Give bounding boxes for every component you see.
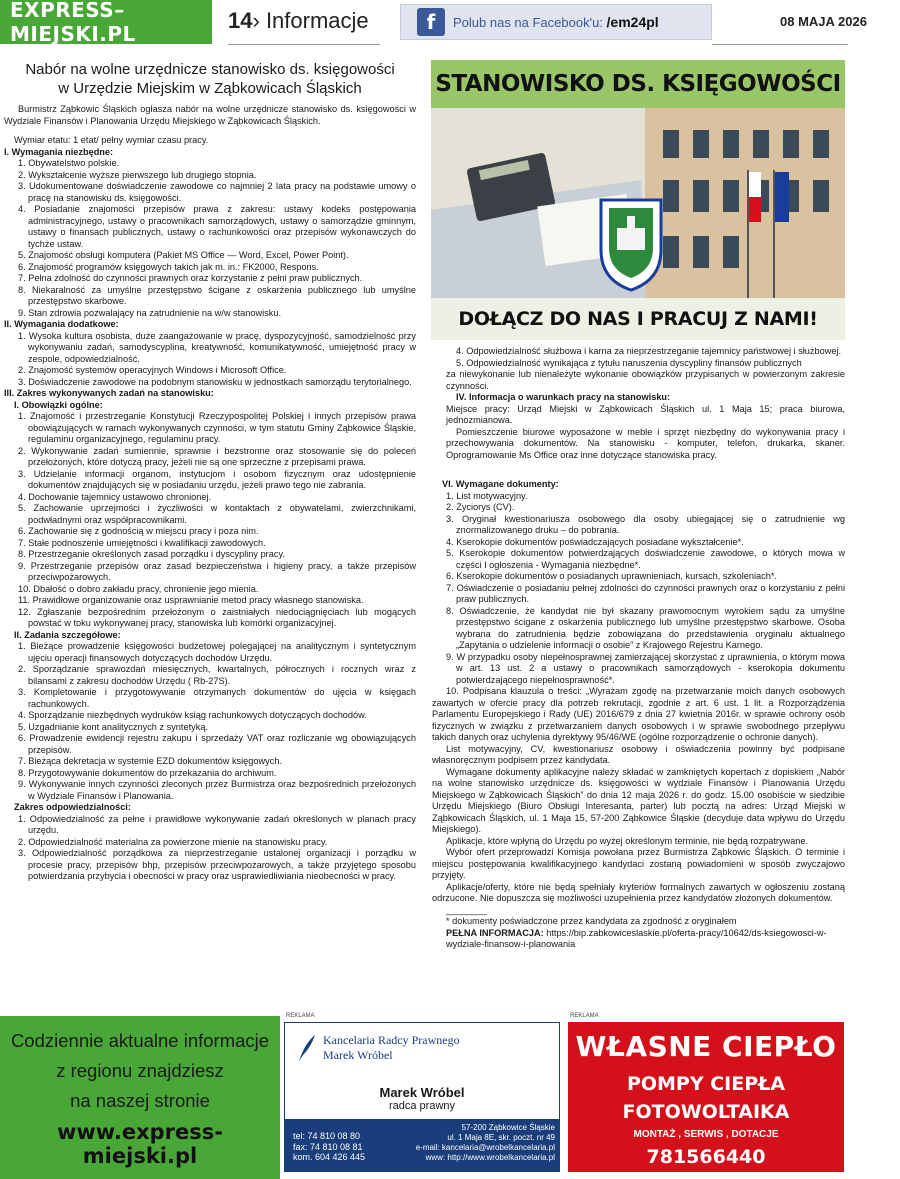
subsection-heading: I. Obowiązki ogólne: — [14, 399, 103, 410]
contact-line: www: http://www.wrobelkancelaria.pl — [425, 1153, 555, 1162]
list-item: 5. Uzgadnianie kont analitycznych z syntetyką. — [18, 721, 208, 732]
lawyer-name: Marek Wróbel — [379, 1085, 465, 1100]
list-item: 2. Wykonywanie zadań sumiennie, sprawnie i bezstronne oraz stosowanie się do poleceń przełożonych, które dotyczą pracy, jeżeli nie są one sprzeczne z przepisami prawa. — [18, 445, 416, 467]
list-item: 12. Zgłaszanie bezpośrednim przełożonym o zaistniałych niedociągnięciach lub mogących powstać w toku wykonywanej pracy, stanowiska lub komórki organizacyjnej. — [18, 606, 416, 628]
divider — [712, 44, 848, 45]
list-item: 7. Stałe podnoszenie umiejętności i kwalifikacji zawodowych. — [18, 537, 266, 548]
list-item: 1. Znajomość i przestrzeganie Konstytucji Rzeczypospolitej Polskiej i innych przepisów prawa obowiązujących w ramach wykonywanych czynności, w tym statutu Gminy Ząbkowice Śląskie, regulaminu organizacyjnego, regulaminu pracy. — [18, 411, 416, 444]
article-image — [431, 60, 845, 340]
ad-url[interactable]: www.express-miejski.pl — [57, 1120, 223, 1168]
section-heading: VI. Wymagane dokumenty: — [442, 479, 559, 489]
full-info-link[interactable]: https://bip.zabkowiceslaskie.pl/oferta-pracy/10642/ds-ksiegowosci-w-wydziale-finansow-i-planowania — [446, 927, 827, 949]
facebook-handle: /em24pl — [606, 14, 659, 30]
list-item: 2. Odpowiedzialność materialna za powierzone mienie na stanowisku pracy. — [18, 836, 328, 847]
list-item: 2. Życiorys (CV). — [446, 502, 515, 512]
ad-headline: WŁASNE CIEPŁO — [575, 1030, 837, 1063]
paragraph: Aplikacje, które wpłyną do Urzędu po wyżej określonym terminie, nie będą rozpatrywane. — [446, 835, 809, 846]
chevron-right-icon: › — [252, 8, 260, 33]
heat-pump-ad[interactable] — [568, 1022, 844, 1172]
image-banner-bottom — [431, 298, 845, 340]
brand-text: EXPRESS–MIEJSKI.PL — [10, 0, 136, 46]
section-name: Informacje — [265, 8, 369, 33]
list-item: 4. Dochowanie tajemnicy ustawowo chronionej. — [18, 491, 212, 502]
list-item: 9. Stan zdrowia pozwalający na zatrudnienie na w/w stanowisku. — [18, 307, 282, 318]
facebook-icon: f — [417, 8, 445, 36]
section-heading: I. Wymagania niezbędne: — [4, 146, 114, 157]
paragraph: List motywacyjny, CV, kwestionariusz osobowy i oświadczenia powinny być podpisane własnoręcznym podpisem przez kandydata. — [432, 743, 845, 765]
list-item: 1. Odpowiedzialność za pełne i prawidłowe wykonywanie zadań określonych w planach pracy urzędu. — [18, 813, 416, 835]
list-item: 3. Oryginał kwestionariusza osobowego dla osoby ubiegającej się o zatrudnienie wg znormalizowanego druku – do pobrania. — [446, 513, 845, 535]
list-item: 4. Odpowiedzialność służbowa i karna za nieprzestrzeganie tajemnicy państwowej i służbowej. — [456, 346, 842, 356]
intro-paragraph: Burmistrz Ząbkowic Śląskich ogłasza nabór na wolne urzędnicze stanowisko ds. księgowości w Wydziale Finansów i Planowania Urzędu Miejskiego w Ząbkowicach Śląskich. — [4, 104, 416, 126]
list-item-continuation: za niewykonanie lub nienależyte wykonanie obowiązków przypisanych w powierzonym zakresie czynności. — [446, 369, 845, 391]
list-item: 6. Kserokopie dokumentów o posiadanych uprawnieniach, kursach, szkoleniach*. — [446, 571, 777, 581]
article-title — [4, 60, 416, 98]
list-item: 9. W przypadku osoby niepełnosprawnej zamierzającej skorzystać z uprawnienia, o którym mowa w art. 13 ust. 2 a ustawy o pracownikach samorządowych - kserokopia dokumentu potwierdzającego niepełnosprawność*. — [446, 651, 845, 685]
list-item: 2. Sporządzanie sprawozdań miesięcznych, kwartalnych, półrocznych i rocznych wraz z bilansami z zakresu dochodów Urzędu ( Rb-27S). — [18, 664, 416, 686]
list-item: 5. Zachowanie uprzejmości i życzliwości w kontaktach z obywatelami, zwierzchnikami, podwładnymi oraz współpracownikami. — [18, 503, 416, 525]
contact-line: fax: 74 810 08 81 — [293, 1141, 363, 1152]
ad-phone[interactable]: 781566440 — [646, 1146, 766, 1168]
list-item: 11. Prawidłowe organizowanie oraz usprawnianie metod pracy własnego stanowiska. — [18, 595, 364, 605]
ad-line: z regionu znajdziesz — [56, 1060, 224, 1081]
list-item: 1. List motywacyjny. — [446, 490, 528, 501]
ad-line: na naszej stronie — [70, 1090, 210, 1111]
list-item: 3. Udokumentowane doświadczenie zawodowe co najmniej 2 lata pracy na podstawie umowy o pracę na stanowisku ds. księgowości. — [18, 181, 416, 203]
list-item: 8. Przestrzeganie określonych zasad porządku i dyscypliny pracy. — [18, 549, 285, 559]
facebook-text: Polub nas na Facebook'u: — [453, 15, 603, 30]
logo-line: Kancelaria Radcy Prawnego — [323, 1033, 460, 1047]
list-item: 4. Kserokopie dokumentów poświadczających posiadane wykształcenie*. — [446, 536, 744, 547]
list-item: 8. Niekaralność za umyślne przestępstwo ścigane z oskarżenia publicznego lub umyślne przestępstwo skarbowe. — [18, 284, 416, 306]
contact-line: kom. 604 426 445 — [293, 1152, 366, 1162]
list-item: 4. Sporządzanie niezbędnych wydruków ksiąg rachunkowych dotyczących dochodów. — [18, 710, 367, 720]
ad-line: Codziennie aktualne informacje — [10, 1030, 270, 1051]
full-info-label: PEŁNA INFORMACJA: — [446, 927, 544, 938]
list-item: 5. Znajomość obsługi komputera (Pakiet MS Office — Word, Excel, Power Point). — [18, 250, 349, 260]
divider — [228, 44, 380, 45]
list-item: 3. Odpowiedzialność porządkowa za nieprzestrzeganie ustalonej organizacji i porządku w procesie pracy, przepisów bhp, przepisów przeciwpożarowych, a także przyjętego sposobu potwierdzania przybycia i obecności w pracy oraz usprawiedliwiania nieobecności w pracy. — [18, 848, 416, 881]
ad-label: REKLAMA — [286, 1013, 315, 1019]
image-banner-text: STANOWISKO DS. KSIĘGOWOŚCI — [435, 71, 841, 97]
list-item: 2. Znajomość systemów operacyjnych Windows i Microsoft Office. — [18, 365, 287, 375]
page-number: 14 — [228, 8, 253, 33]
contact-line: e-mail: kancelaria@wrobelkancelaria.pl — [415, 1143, 555, 1152]
divider: ________ — [446, 904, 487, 915]
list-item: 5. Kserokopie dokumentów potwierdzających doświadczenie zawodowe, o których mowa w części I ogłoszenia - Wymagania niezbędne*. — [446, 548, 845, 570]
section-heading: II. Wymagania dodatkowe: — [4, 319, 119, 329]
paragraph: Miejsce pracy: Urząd Miejski w Ząbkowicach Śląskich ul. 1 Maja 15; praca biurowa, jednozmianowa. — [446, 403, 845, 425]
page-header — [228, 8, 369, 34]
article-left-column — [4, 60, 416, 883]
list-item: 3. Kompletowanie i przygotowywanie otrzymanych dokumentów do ujęcia w księgach rachunkowych. — [18, 687, 416, 709]
facebook-banner[interactable] — [400, 4, 712, 40]
list-item: 6. Znajomość programów księgowych takich jak m. in.: FK2000, Respons. — [18, 261, 319, 272]
list-item: 7. Oświadczenie o posiadaniu pełnej zdolności do czynności prawnych oraz o korzystaniu z pełni praw publicznych. — [446, 582, 845, 604]
paragraph: Pomieszczenie biurowe wyposażone w meble i sprzęt niezbędny do wykonywania pracy i przechowywania dokumentów. Na stanowisku - komputer, telefon, drukarka, skaner. Oprogramowanie Ms Office oraz inne dotyczące stanowiska pracy. — [446, 426, 845, 460]
image-banner-top — [431, 60, 845, 108]
law-office-ad[interactable] — [284, 1022, 560, 1172]
list-item: 9. Przestrzeganie przepisów oraz zasad bezpieczeństwa i higieny pracy, a także przepisów przeciwpożarowych. — [18, 560, 416, 582]
brand-logo[interactable] — [0, 0, 212, 44]
contact-line: 57-200 Ząbkowice Śląskie — [461, 1123, 555, 1132]
list-item: 2. Wykształcenie wyższe pierwszego lub drugiego stopnia. — [18, 169, 257, 180]
list-item: 3. Doświadczenie zawodowe na podobnym stanowisku w jednostkach samorządu terytorialnego. — [18, 376, 412, 387]
contact-footer — [285, 1119, 559, 1171]
list-item: 7. Pełna zdolność do czynności prawnych oraz korzystanie z pełni praw publicznych. — [18, 273, 363, 283]
paragraph: Aplikacje/oferty, które nie będą spełniały kryteriów formalnych zawartych w ogłoszeniu zostaną odrzucone. Nie dopuszcza się możliwości uzupełnienia przez kandydatów złożonych dokumentów. — [432, 881, 845, 903]
image-banner-text: DOŁĄCZ DO NAS I PRACUJ Z NAMI! — [458, 308, 818, 330]
contact-line: tel: 74 810 08 80 — [293, 1131, 361, 1141]
article-right-column — [432, 346, 845, 951]
list-item: 9. Wykonywanie innych czynności zleconych przez Burmistrza oraz bezpośrednich przełożonych w Wydziale Finansów i Planowania. — [18, 779, 416, 801]
article-title-line: Nabór na wolne urzędnicze stanowisko ds. księgowości — [25, 61, 395, 78]
list-item: 4. Posiadanie znajomości przepisów prawa z zakresu: ustawy kodeks postępowania administracyjnego, ustawy o pracownikach samorządowych, ustawy o samorządzie gminnym, ustawy o finansach publicznych, ustawy o rachunkowości oraz przepisów wykonawczych do tychże ustaw. — [18, 204, 416, 249]
issue-date: 08 MAJA 2026 — [780, 14, 867, 29]
quill-icon — [295, 1033, 317, 1063]
ad-line: POMPY CIEPŁA — [626, 1073, 786, 1095]
list-item: 10. Dbałość o dobro zakładu pracy, chronienie jego mienia. — [18, 583, 259, 594]
contact-line: ul. 1 Maja 8E, skr. poczt. nr 49 — [447, 1133, 555, 1142]
ad-label: REKLAMA — [570, 1013, 599, 1019]
list-item: 1. Bieżące prowadzenie księgowości budżetowej polegającej na analitycznym i syntetycznym ujęciu operacji finansowych dotyczących dochodów Urzędu. — [18, 641, 416, 663]
lawyer-title: radca prawny — [388, 1100, 456, 1112]
paragraph: 10. Podpisana klauzula o treści: „Wyrażam zgodę na przetwarzanie moich danych osobowych zawartych w ofercie pracy dla potrzeb rekrutacji, zgodnie z art. 6 ust. 1 lit. a Rozporządzenia Parlamentu Europejskiego i Rady (UE) 2016/679 z dnia 27 kwietnia 2016r. w sprawie ochrony osób fizycznych w związku z przetwarzaniem danych osobowych i w sprawie swobodnego przepływu takich danych oraz uchylenia dyrektywy 95/46/WE (ogólne rozporządzenie o ochronie danych). — [432, 686, 845, 742]
list-item: 1. Obywatelstwo polskie. — [18, 158, 120, 168]
website-ad[interactable] — [0, 1016, 280, 1179]
list-item: 8. Przygotowywanie dokumentów do przekazania do archiwum. — [18, 767, 277, 778]
list-item: 1. Wysoka kultura osobista, duże zaangażowanie w pracę, dyspozycyjność, samodzielność przy wykonywaniu zadań, samodyscyplina, kreatywność, komunikatywność, umiejętność pracy w zespole, odpowiedzialność. — [18, 330, 416, 364]
logo-line: Marek Wróbel — [323, 1048, 393, 1062]
ad-line: FOTOWOLTAIKA — [622, 1101, 790, 1123]
paragraph: Wymagane dokumenty aplikacyjne należy składać w zamkniętych kopertach z dopiskiem „Nabór na wolne stanowisko urzędnicze ds. księgowości w wydziale Finansów i Planowania Urzędu Miejskiego w Ząbkowicach Śląskich” do dnia 12 maja 2026 r. do godz. 15.00 osobiście w siedzibie Urzędu Miejskiego (Biuro Obsługi Interesanta, parter) lub pocztą na adres: Urząd Miejski w Ząbkowicach Śląskich, ul. 1 Maja 15, 57-200 Ząbkowice Śląskie (decyduje data wpływu do Urzędu Miejskiego). — [432, 766, 845, 834]
footnote: * dokumenty poświadczone przez kandydata za zgodność z oryginałem — [446, 916, 737, 926]
article-title-line: w Urzędzie Miejskim w Ząbkowicach Śląskich — [58, 80, 362, 97]
list-item: 5. Odpowiedzialność wynikająca z tytułu naruszenia dyscypliny finansów publicznych — [456, 357, 802, 368]
subsection-heading: Zakres odpowiedzialności: — [14, 802, 131, 812]
paragraph: Wybór ofert przeprowadzi Komisja powołana przez Burmistrza Ząbkowic Śląskich. O terminie i miejscu postępowania kwalifikacyjnego kandydaci zostaną powiadomieni w sposób zwyczajowo przyjęty. — [432, 847, 845, 880]
section-heading: IV. Informacja o warunkach pracy na stanowisku: — [456, 392, 671, 402]
list-item: 8. Oświadczenie, że kandydat nie był skazany prawomocnym wyrokiem sądu za umyślne przestępstwo ścigane z oskarżenia publicznego lub umyślne przestępstwo skarbowe. Osoba wybrana do zatrudnienia będzie zobowiązana do przedstawienia oryginału aktualnego „Zapytania o udzielenie informacji o osobie” z Krajowego Rejestru Karnego. — [446, 605, 845, 650]
etat-paragraph: Wymiar etatu: 1 etat/ pełny wymiar czasu pracy. — [14, 135, 209, 145]
law-office-logo — [293, 1031, 555, 1067]
section-heading: III. Zakres wykonywanych zadań na stanowisku: — [4, 388, 214, 398]
list-item: 3. Udzielanie informacji organom, instytucjom i osobom fizycznym oraz udostępnienie dokumentów znajdujących się w posiadaniu urzędu, jeżeli prawo tego nie zabrania. — [18, 468, 416, 490]
list-item: 7. Bieżąca dekretacja w systemie EZD dokumentów księgowych. — [18, 756, 282, 766]
subsection-heading: II. Zadania szczegółowe: — [14, 629, 121, 640]
ad-line: MONTAŻ , SERWIS , DOTACJE — [633, 1129, 779, 1140]
list-item: 6. Zachowanie się z godnością w miejscu pracy i poza nim. — [18, 526, 259, 536]
list-item: 6. Prowadzenie ewidencji rejestru zakupu i sprzedaży VAT oraz rozliczanie wg obowiązujących przepisów. — [18, 733, 416, 755]
